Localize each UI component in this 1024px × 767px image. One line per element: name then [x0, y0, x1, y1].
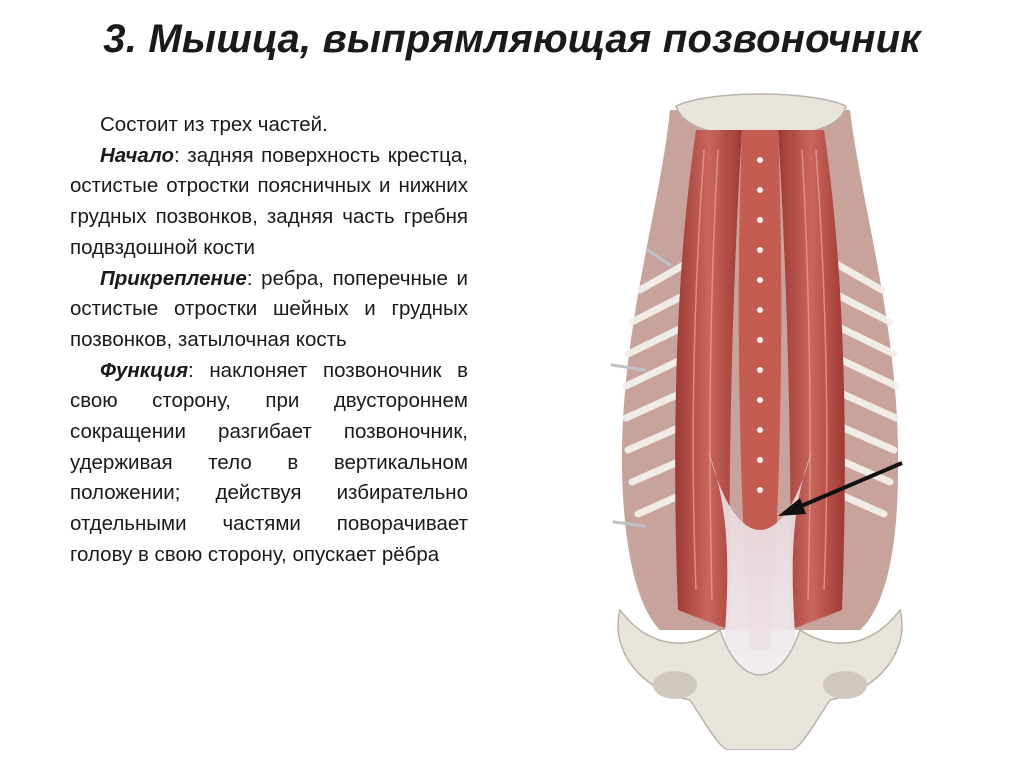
origin-label: Начало — [100, 143, 175, 167]
intro-paragraph — [70, 110, 468, 141]
intro-text: Состоит из трех частей. — [100, 113, 328, 136]
function-label: Функция — [100, 358, 189, 382]
insertion-text: : ребра, поперечные и остистые отростки шейных и грудных позвонков, затылочная кость — [70, 266, 468, 351]
slide-title: 3. Мышца, выпрямляющая позвоночник — [103, 17, 921, 61]
description-text — [70, 110, 468, 571]
function-text: : наклоняет позвоночник в свою сторону, при двустороннем сокращении разгибает позвоночник, удерживая тело в вертикальном положении; действуя избирательно отдельными частями поворачивает голову в свою сторону, опускает рёбра — [70, 358, 468, 566]
function-paragraph — [70, 356, 468, 571]
insertion-label: Прикрепление — [100, 266, 247, 290]
erector-spinae-illustration — [600, 90, 920, 750]
origin-paragraph — [70, 141, 468, 264]
origin-text: : задняя поверхность крестца, остистые отростки поясничных и нижних грудных позвонков, задняя часть гребня подвздошной кости — [70, 143, 468, 259]
insertion-paragraph — [70, 264, 468, 356]
